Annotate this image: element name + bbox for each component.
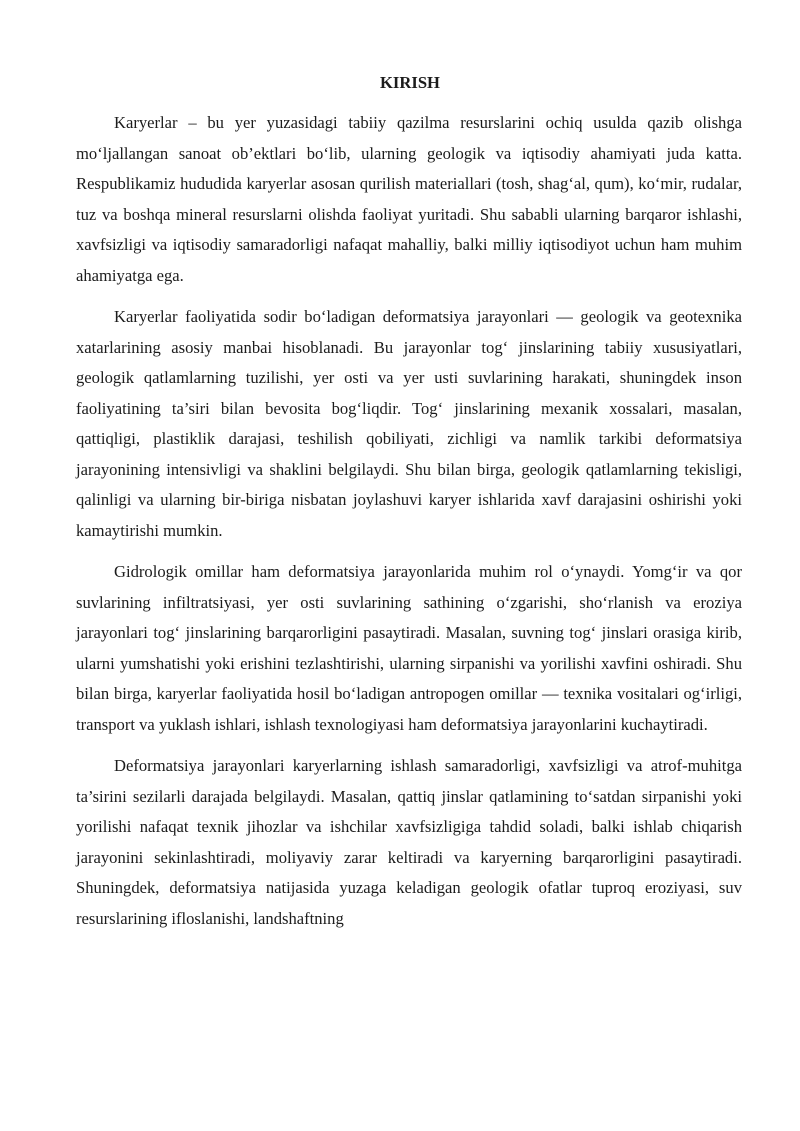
paragraph-4: Deformatsiya jarayonlari karyerlarning ishlash samaradorligi, xavfsizligi va atrof-muhitga ta’sirini sezilarli darajada belgilaydi. Masalan, qattiq jinslar qatlamining to‘satdan sirpanishi yoki yorilishi nafaqat texnik jihozlar va ishchilar xavfsizligiga tahdid soladi, balki ishlab chiqarish jarayonini sekinlashtiradi, moliyaviy zarar keltiradi va karyerning barqarorligini pasaytiradi. Shuningdek, deformatsiya natijasida yuzaga keladigan geologik ofatlar tuproq eroziyasi, suv resurslarining ifloslanishi, landshaftning — [76, 756, 742, 928]
paragraph-3: Gidrologik omillar ham deformatsiya jarayonlarida muhim rol o‘ynaydi. Yomg‘ir va qor suvlarining infiltratsiyasi, yer osti suvlarining sathining o‘zgarishi, sho‘rlanish va eroziya jarayonlari tog‘ jinslarining barqarorligini pasaytiradi. Masalan, suvning tog‘ jinslari orasiga kirib, ularni yumshatishi yoki erishini tezlashtirishi, ularning sirpanishi va yorilishi xavfini oshiradi. Shu bilan birga, karyerlar faoliyatida hosil bo‘ladigan antropogen omillar — texnika vositalari og‘irligi, transport va yuklash ishlari, ishlash texnologiyasi ham deformatsiya jarayonlarini kuchaytiradi. — [76, 562, 742, 734]
section-title: KIRISH — [380, 73, 440, 92]
paragraph-1: Karyerlar – bu yer yuzasidagi tabiiy qazilma resurslarini ochiq usulda qazib olishga mo‘ljallangan sanoat ob’ektlari bo‘lib, ularning geologik va iqtisodiy ahamiyati juda katta. Respublikamiz hududida karyerlar asosan qurilish materiallari (tosh, shag‘al, qum), ko‘mir, rudalar, tuz va boshqa mineral resurslarni olishda faoliyat yuritadi. Shu sababli ularning barqaror ishlashi, xavfsizligi va iqtisodiy samaradorligi nafaqat mahalliy, balki milliy iqtisodiyot uchun ham muhim ahamiyatga ega. — [76, 113, 742, 285]
document-body — [76, 72, 742, 945]
paragraph-2: Karyerlar faoliyatida sodir bo‘ladigan deformatsiya jarayonlari — geologik va geotexnika xatarlarining asosiy manbai hisoblanadi. Bu jarayonlar tog‘ jinslarining tabiiy xususiyatlari, geologik qatlamlarning tuzilishi, yer osti va yer usti suvlarining harakati, shuningdek inson faoliyatining ta’siri bilan bevosita bog‘liqdir. Tog‘ jinslarining mexanik xossalari, masalan, qattiqligi, plastiklik darajasi, teshilish qobiliyati, zichligi va namlik tarkibi deformatsiya jarayonining intensivligi va shaklini belgilaydi. Shu bilan birga, geologik qatlamlarning tekisligi, qalinligi va ularning bir-biriga nisbatan joylashuvi karyer ishlarida xavf darajasini oshirishi yoki kamaytirishi mumkin. — [76, 307, 742, 540]
